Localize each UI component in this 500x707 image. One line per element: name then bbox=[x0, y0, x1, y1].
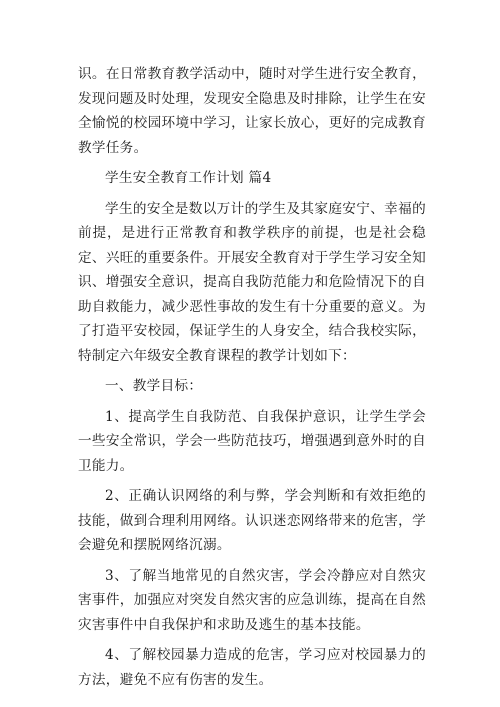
paragraph-overview: 学生的安全是数以万计的学生及其家庭安宁、幸福的前提，是进行正常教育和教学秩序的前提，也是社会稳定、兴旺的重要条件。开展安全教育对于学生学习安全知识、增强安全意识，提高自我防范能力和危险情况下的自助自救能力，减少恶性事故的发生有十分重要的意义。为了打造平安校园，保证学生的人身安全，结合我校实际，特制定六年级安全教育课程的教学计划如下： bbox=[78, 200, 426, 364]
subsection-heading-goals: 一、教学目标： bbox=[105, 378, 203, 394]
goal-item-1: 1、提高学生自我防范、自我保护意识，让学生学会一些安全常识，学会一些防范技巧，增强遇到意外时的自卫能力。 bbox=[78, 408, 426, 474]
goal-item-4: 4、了解校园暴力造成的危害，学习应对校园暴力的方法，避免不应有伤害的发生。 bbox=[78, 647, 426, 688]
paragraph-intro-continuation: 识。在日常教育教学活动中，随时对学生进行安全教育，发现问题及时处理，发现安全隐患及时排除，让学生在安全愉悦的校园环境中学习，让家长放心，更好的完成教育教学任务。 bbox=[78, 66, 426, 156]
goal-item-3: 3、了解当地常见的自然灾害，学会冷静应对自然灾害事件，加强应对突发自然灾害的应急训练，提高在自然灾害事件中自我保护和求助及逃生的基本技能。 bbox=[78, 567, 426, 633]
document-body bbox=[78, 62, 426, 698]
section-heading: 学生安全教育工作计划 篇4 bbox=[105, 170, 272, 186]
goal-item-2: 2、正确认识网络的利与弊，学会判断和有效拒绝的技能，做到合理利用网络。认识迷恋网络带来的危害，学会避免和摆脱网络沉溺。 bbox=[78, 488, 426, 553]
